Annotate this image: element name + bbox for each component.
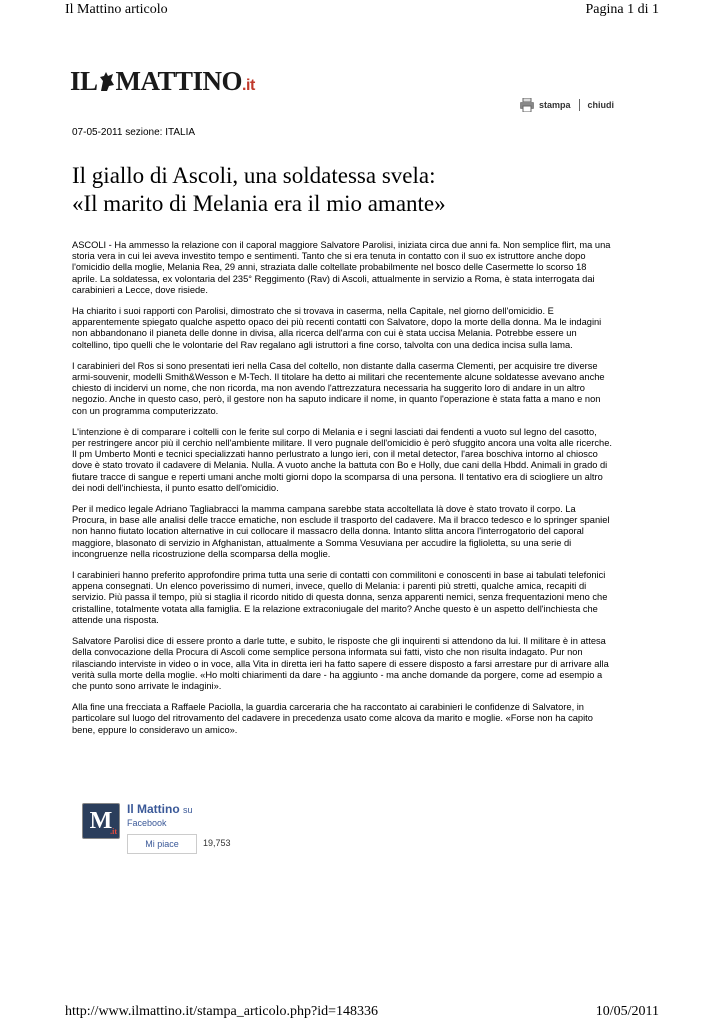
tools-divider <box>579 99 580 111</box>
fb-name-text: Il Mattino <box>127 802 180 816</box>
fb-logo-suffix: .it <box>110 827 117 836</box>
paragraph: I carabinieri del Ros si sono presentati ieri nella Casa del coltello, non distante dalla caserma Clementi, per acquisire tre diverse armi-souvenir, modelli Smith&Wesson e M-Tech. Il titolare ha detto ai militari che recentemente alcune soldatesse avevano anche chiesto di incidervi un nome, che non ricorda, ma non avendo l'attrezzatura necessaria ha suggerito loro di andare in un altro negozio. Anche in questo caso, però, il gestore non ha saputo indicare il nome, in quanto l'operazione è stata fatta a mano e non con un programma computerizzato. <box>72 360 605 416</box>
paragraph: Ha chiarito i suoi rapporti con Parolisi, dimostrato che si trovava in caserma, nella Capitale, nel giorno dell'omicidio. E apparentemente spiegato qualche aspetto opaco dei più recenti contatti con Salvatore, dopo la morte della donna. Ma le indagini non abbandonano il pianeta delle donne in divisa, alla ricerca dell'arma con cui è stata uccisa Melania. Potrebbe essere un coltellino, tipo quelli che le volontarie del Rav regalano agli istruttori a fine corso, talvolta con una dedica incisa sulla lama. <box>72 306 602 350</box>
print-footer-url: http://www.ilmattino.it/stampa_articolo.php?id=148336 <box>65 1004 379 1019</box>
print-header-title: Il Mattino articolo <box>65 2 168 17</box>
article-body <box>72 240 612 746</box>
chiudi-link[interactable]: chiudi <box>587 100 614 110</box>
paragraph: I carabinieri hanno preferito approfondire prima tutta una serie di contatti con commilitoni e conoscenti in base ai tabulati telefonici appena consegnati. Un elenco poverissimo di numeri, invece, quello di Melania: i parenti più stretti, qualche amica, recapiti di servizio. Più passa il tempo, più si staglia il ricordo nitido di questa donna, senza apparenti nemici, senza frequentazioni meno che cristalline, totalmente votata alla famiglia. E la relazione extraconiugale del marito? Anche questo è un aspetto dell'inchiesta che attende una risposta. <box>72 570 608 625</box>
stampa-link[interactable]: stampa <box>538 100 571 110</box>
paragraph: Alla fine una frecciata a Raffaele Paciolla, la guardia carceraria che ha raccontato ai carabinieri le confidenze di Salvatore, in particolare sul luogo del ritrovamento del cadavere in precedenza usato come alcova da marito e moglie. «Forse non ha capito bene, eppure lo consideravo un amico». <box>72 702 593 735</box>
facebook-page-logo[interactable] <box>82 803 120 839</box>
like-button[interactable]: Mi piace <box>127 834 197 854</box>
print-page-number: Pagina 1 di 1 <box>585 2 659 17</box>
facebook-page-name[interactable] <box>127 802 193 816</box>
logo-it: .it <box>242 77 255 94</box>
paragraph: Per il medico legale Adriano Tagliabracci la mamma campana sarebbe stata accoltellata là dove è stato trovato il corpo. La Procura, in base alle analisi delle tracce ematiche, non esclude il trasporto del cadavere. Ma il bracco tedesco e lo springer spaniel non hanno fiutato location alternative in cui collocare il massacro della donna. Intanto slitta ancora l'interrogatorio del caporal maggiore, blasonato di servizio in Afghanistan, attualmente a Somma Vesuviana per accudire la figlioletta, su una serie di incongruenze nella ricostruzione della scomparsa della moglie. <box>72 504 610 559</box>
article-title <box>72 162 642 218</box>
paragraph: ASCOLI - Ha ammesso la relazione con il caporal maggiore Salvatore Parolisi, iniziata circa due anni fa. Non semplice flirt, ma una storia vera in cui lei aveva investito tempo e sentimenti. Tanto che si era tenuta in contatto con il suo ex istruttore anche dopo l'omicidio della moglie, Melania Rea, 29 anni, straziata dalle coltellate probabilmente nel bosco delle Casermette lo scorso 18 aprile. La soldatessa, ex volontaria del 235° Reggimento (Rav) di Ascoli, attualmente in servizio a Roma, è stata interrogata dai carabinieri a Lecce, dove risiede. <box>72 240 611 295</box>
fb-su: su <box>183 805 193 815</box>
title-line-1: Il giallo di Ascoli, una soldatessa svela: <box>72 163 436 188</box>
rooster-icon <box>98 71 116 93</box>
like-count: 19,753 <box>203 838 231 848</box>
title-line-2: «Il marito di Melania era il mio amante» <box>72 191 446 216</box>
site-logo[interactable] <box>70 66 255 97</box>
paragraph: L'intenzione è di comparare i coltelli con le ferite sul corpo di Melania e i segni lasciati dai fendenti a vuoto sul legno del casotto, per restringere ancor più il cerchio nell'ambiente militare. Il vero pugnale dell'omicidio è però sfuggito ancora una volta alle ricerche. Il pm Umberto Monti e tecnici specializzati hanno perlustrato a lungo ieri, con il metal detector, l'area boschiva intorno al chiosco dove è stato trovato il cadavere di Melania. Nulla. A vuoto anche la battuta con Bo e Holly, due cani della Hbdd. Animali in grado di fiutare tracce di sangue e reperti umani anche molti giorni dopo la scomparsa di una persona. Il tentativo era di sciogliere un altro dei nodi dell'inchiesta, il punto esatto dell'omicidio. <box>72 426 612 493</box>
article-meta: 07-05-2011 sezione: ITALIA <box>72 127 196 138</box>
paragraph: Salvatore Parolisi dice di essere pronto a darle tutte, e subito, le risposte che gli inquirenti si attendono da lui. Il militare è in attesa della convocazione della Procura di Ascoli come semplice persona informata sui fatti, visto che non risulta indagato. Pur non rilasciando interviste in video o in voce, alla Vita in diretta ieri ha fatto sapere di essere disposto a farsi arrestare pur di arrivare alla verità sulla morte della moglie. «Ho molti chiarimenti da dare - ha aggiunto - ma anche domande da porgere, come ad esempio a che punto sono arrivate le indagini». <box>72 636 609 691</box>
printer-icon[interactable] <box>519 98 535 112</box>
facebook-platform-label[interactable]: Facebook <box>127 818 167 828</box>
logo-il: IL <box>70 66 98 96</box>
logo-mattino: MATTINO <box>115 66 243 96</box>
fb-logo-letter: M <box>89 808 113 834</box>
print-footer-date: 10/05/2011 <box>595 1004 659 1019</box>
article-tools <box>519 98 614 112</box>
